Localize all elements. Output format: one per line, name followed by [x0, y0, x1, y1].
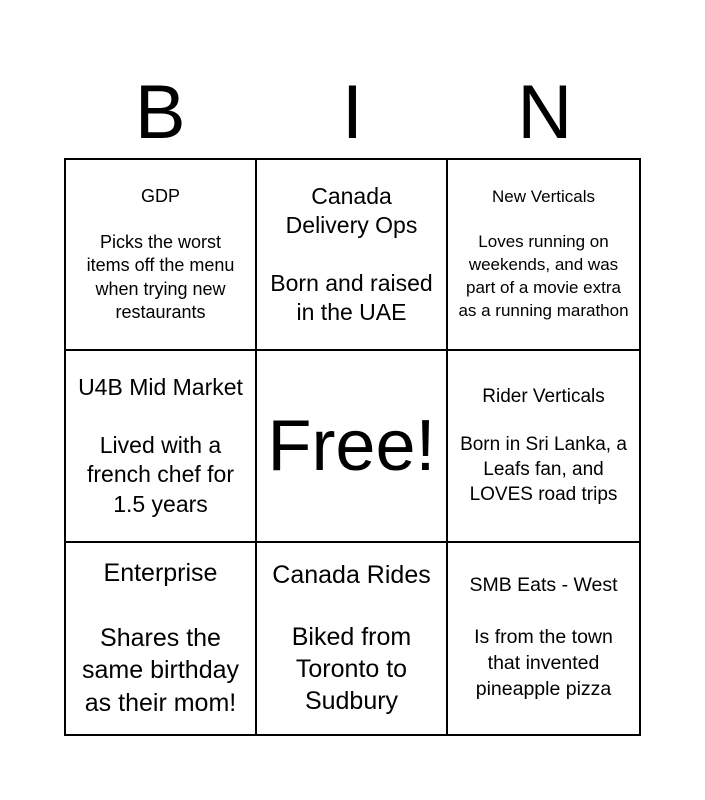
cell-team: Rider Verticals — [482, 385, 605, 407]
bingo-cell-canada-rides[interactable] — [257, 543, 448, 734]
bingo-cell-rider-verticals[interactable] — [448, 351, 639, 542]
cell-fact: Shares the same birthday as their mom! — [81, 623, 240, 717]
bingo-cell-free[interactable] — [257, 351, 448, 542]
cell-fact: Picks the worst items off the menu when trying new restaurants — [86, 232, 235, 323]
bingo-header — [64, 70, 641, 155]
cell-fact: Lived with a french chef for 1.5 years — [86, 432, 235, 517]
cell-team: Canada Rides — [272, 561, 431, 590]
bingo-board — [64, 158, 641, 736]
header-letter-b: B — [134, 70, 186, 155]
bingo-cell-u4b-mid-market[interactable] — [66, 351, 257, 542]
cell-team: Canada Delivery Ops — [285, 182, 418, 238]
bingo-cell-canada-delivery-ops[interactable] — [257, 160, 448, 351]
cell-team: Enterprise — [103, 559, 218, 588]
cell-team: New Verticals — [492, 187, 595, 207]
cell-team: U4B Mid Market — [78, 374, 243, 401]
cell-fact: Born in Sri Lanka, a Leafs fan, and LOVES road trips — [460, 434, 627, 505]
cell-fact: Born and raised in the UAE — [270, 270, 433, 326]
cell-fact: Is from the town that invented pineapple pizza — [474, 626, 613, 701]
cell-team: GDP — [140, 185, 180, 206]
bingo-cell-new-verticals[interactable] — [448, 160, 639, 351]
bingo-cell-gdp[interactable] — [66, 160, 257, 351]
bingo-cell-enterprise[interactable] — [66, 543, 257, 734]
cell-team: SMB Eats - West — [469, 574, 618, 597]
free-space-label: Free! — [267, 405, 436, 486]
bingo-cell-smb-eats-west[interactable] — [448, 543, 639, 734]
cell-fact: Loves running on weekends, and was part of a movie extra as a running marathon — [458, 232, 629, 321]
header-letter-n: N — [517, 70, 573, 155]
header-letter-i: I — [341, 70, 364, 155]
cell-fact: Biked from Toronto to Sudbury — [291, 623, 412, 716]
